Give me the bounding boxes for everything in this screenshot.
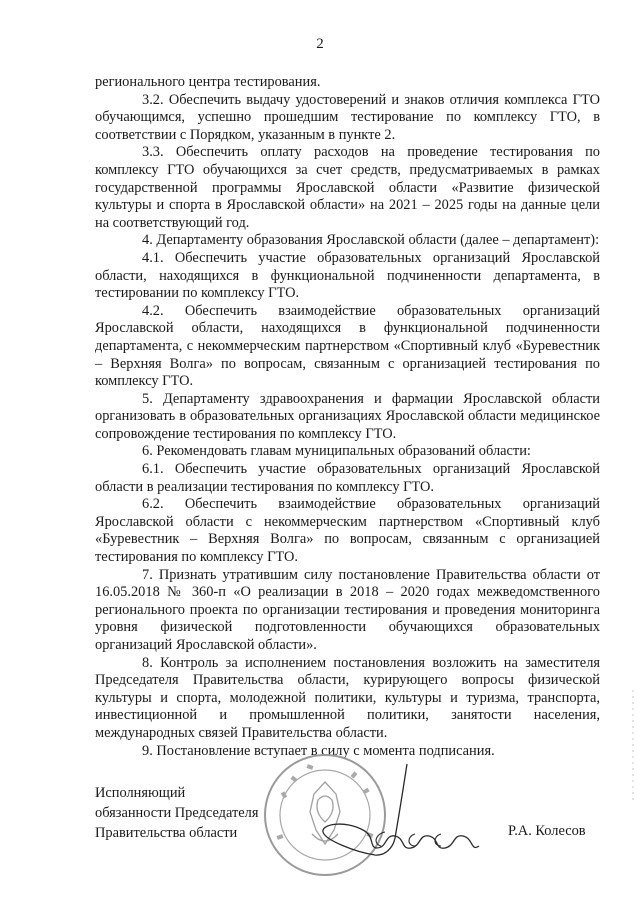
paragraph-4: 4. Департаменту образования Ярославской области (далее – департамент): <box>142 232 600 249</box>
paragraph-3-2: 3.2. Обеспечить выдачу удостоверений и знаков отличия комплекса ГТО обучающимся, успешно прошедшим тестирование по комплексу ГТО, в соответствии с Порядком, указанным в пункте 2. <box>95 91 600 143</box>
page-number: 2 <box>316 36 324 52</box>
paragraph-8: 8. Контроль за исполнением постановления возложить на заместителя Председателя Правительства области, курирующего вопросы физической культуры и спорта, молодежной политики, культуры и туризма, транспорта, инвестиционной и промышленной политики, занятости населения, международных связей Правительства области. <box>95 654 600 741</box>
paragraph-9: 9. Постановление вступает в силу с момента подписания. <box>142 742 495 759</box>
paragraph-continuation: регионального центра тестирования. <box>95 74 321 90</box>
paragraph-7: 7. Признать утратившим силу постановление Правительства области от 16.05.2018 № 360-п «О реализации в 2018 – 2020 годах межведомственного регионального проекта по организации тестирования и проведения мониторинга уровня физической подготовленности обучающихся образовательных организаций Ярославской области». <box>95 566 600 653</box>
paragraph-3-3: 3.3. Обеспечить оплату расходов на проведение тестирования по комплексу ГТО обучающихся за счет средств, предусматриваемых в рамках государственной программы Ярославской области «Развитие физической культуры и спорта в Ярославской области» на 2021 – 2025 годы на данные цели на соответствующий год. <box>95 144 600 231</box>
document-body <box>95 74 600 760</box>
signatory-title-line-3: Правительства области <box>95 825 238 841</box>
signer-name: Р.А. Колесов <box>508 823 586 839</box>
signatory-title <box>95 783 258 843</box>
signatory-title-line-1: Исполняющий <box>95 785 186 801</box>
paragraph-5: 5. Департаменту здравоохранения и фармации Ярославской области организовать в образовательных организациях Ярославской области медицинское сопровождение тестирования по комплексу ГТО. <box>95 390 600 442</box>
paragraph-6: 6. Рекомендовать главам муниципальных образований области: <box>142 443 531 460</box>
signatory-title-line-2: обязанности Председателя <box>95 805 259 821</box>
paragraph-6-2: 6.2. Обеспечить взаимодействие образовательных организаций Ярославской области с некоммерческим партнерством «Спортивный клуб «Буревестник – Верхняя Волга» по вопросам, связанным с организацией тестирования по комплексу ГТО. <box>95 496 600 566</box>
handwritten-signature <box>315 760 485 870</box>
paragraph-4-1: 4.1. Обеспечить участие образовательных организаций Ярославской области, находящихся в функциональной подчиненности департамента, в тестировании по комплексу ГТО. <box>95 249 600 302</box>
paragraph-4-2: 4.2. Обеспечить взаимодействие образовательных организаций Ярославской области, находящихся в функциональной подчиненности департамента, с некоммерческим партнерством «Спортивный клуб «Буревестник – Верхняя Волга» по вопросам, связанным с организацией тестирования по комплексу ГТО. <box>95 302 600 390</box>
scan-edge-mark <box>632 690 634 800</box>
paragraph-6-1: 6.1. Обеспечить участие образовательных организаций Ярославской области в реализации тестирования по комплексу ГТО. <box>95 461 600 495</box>
